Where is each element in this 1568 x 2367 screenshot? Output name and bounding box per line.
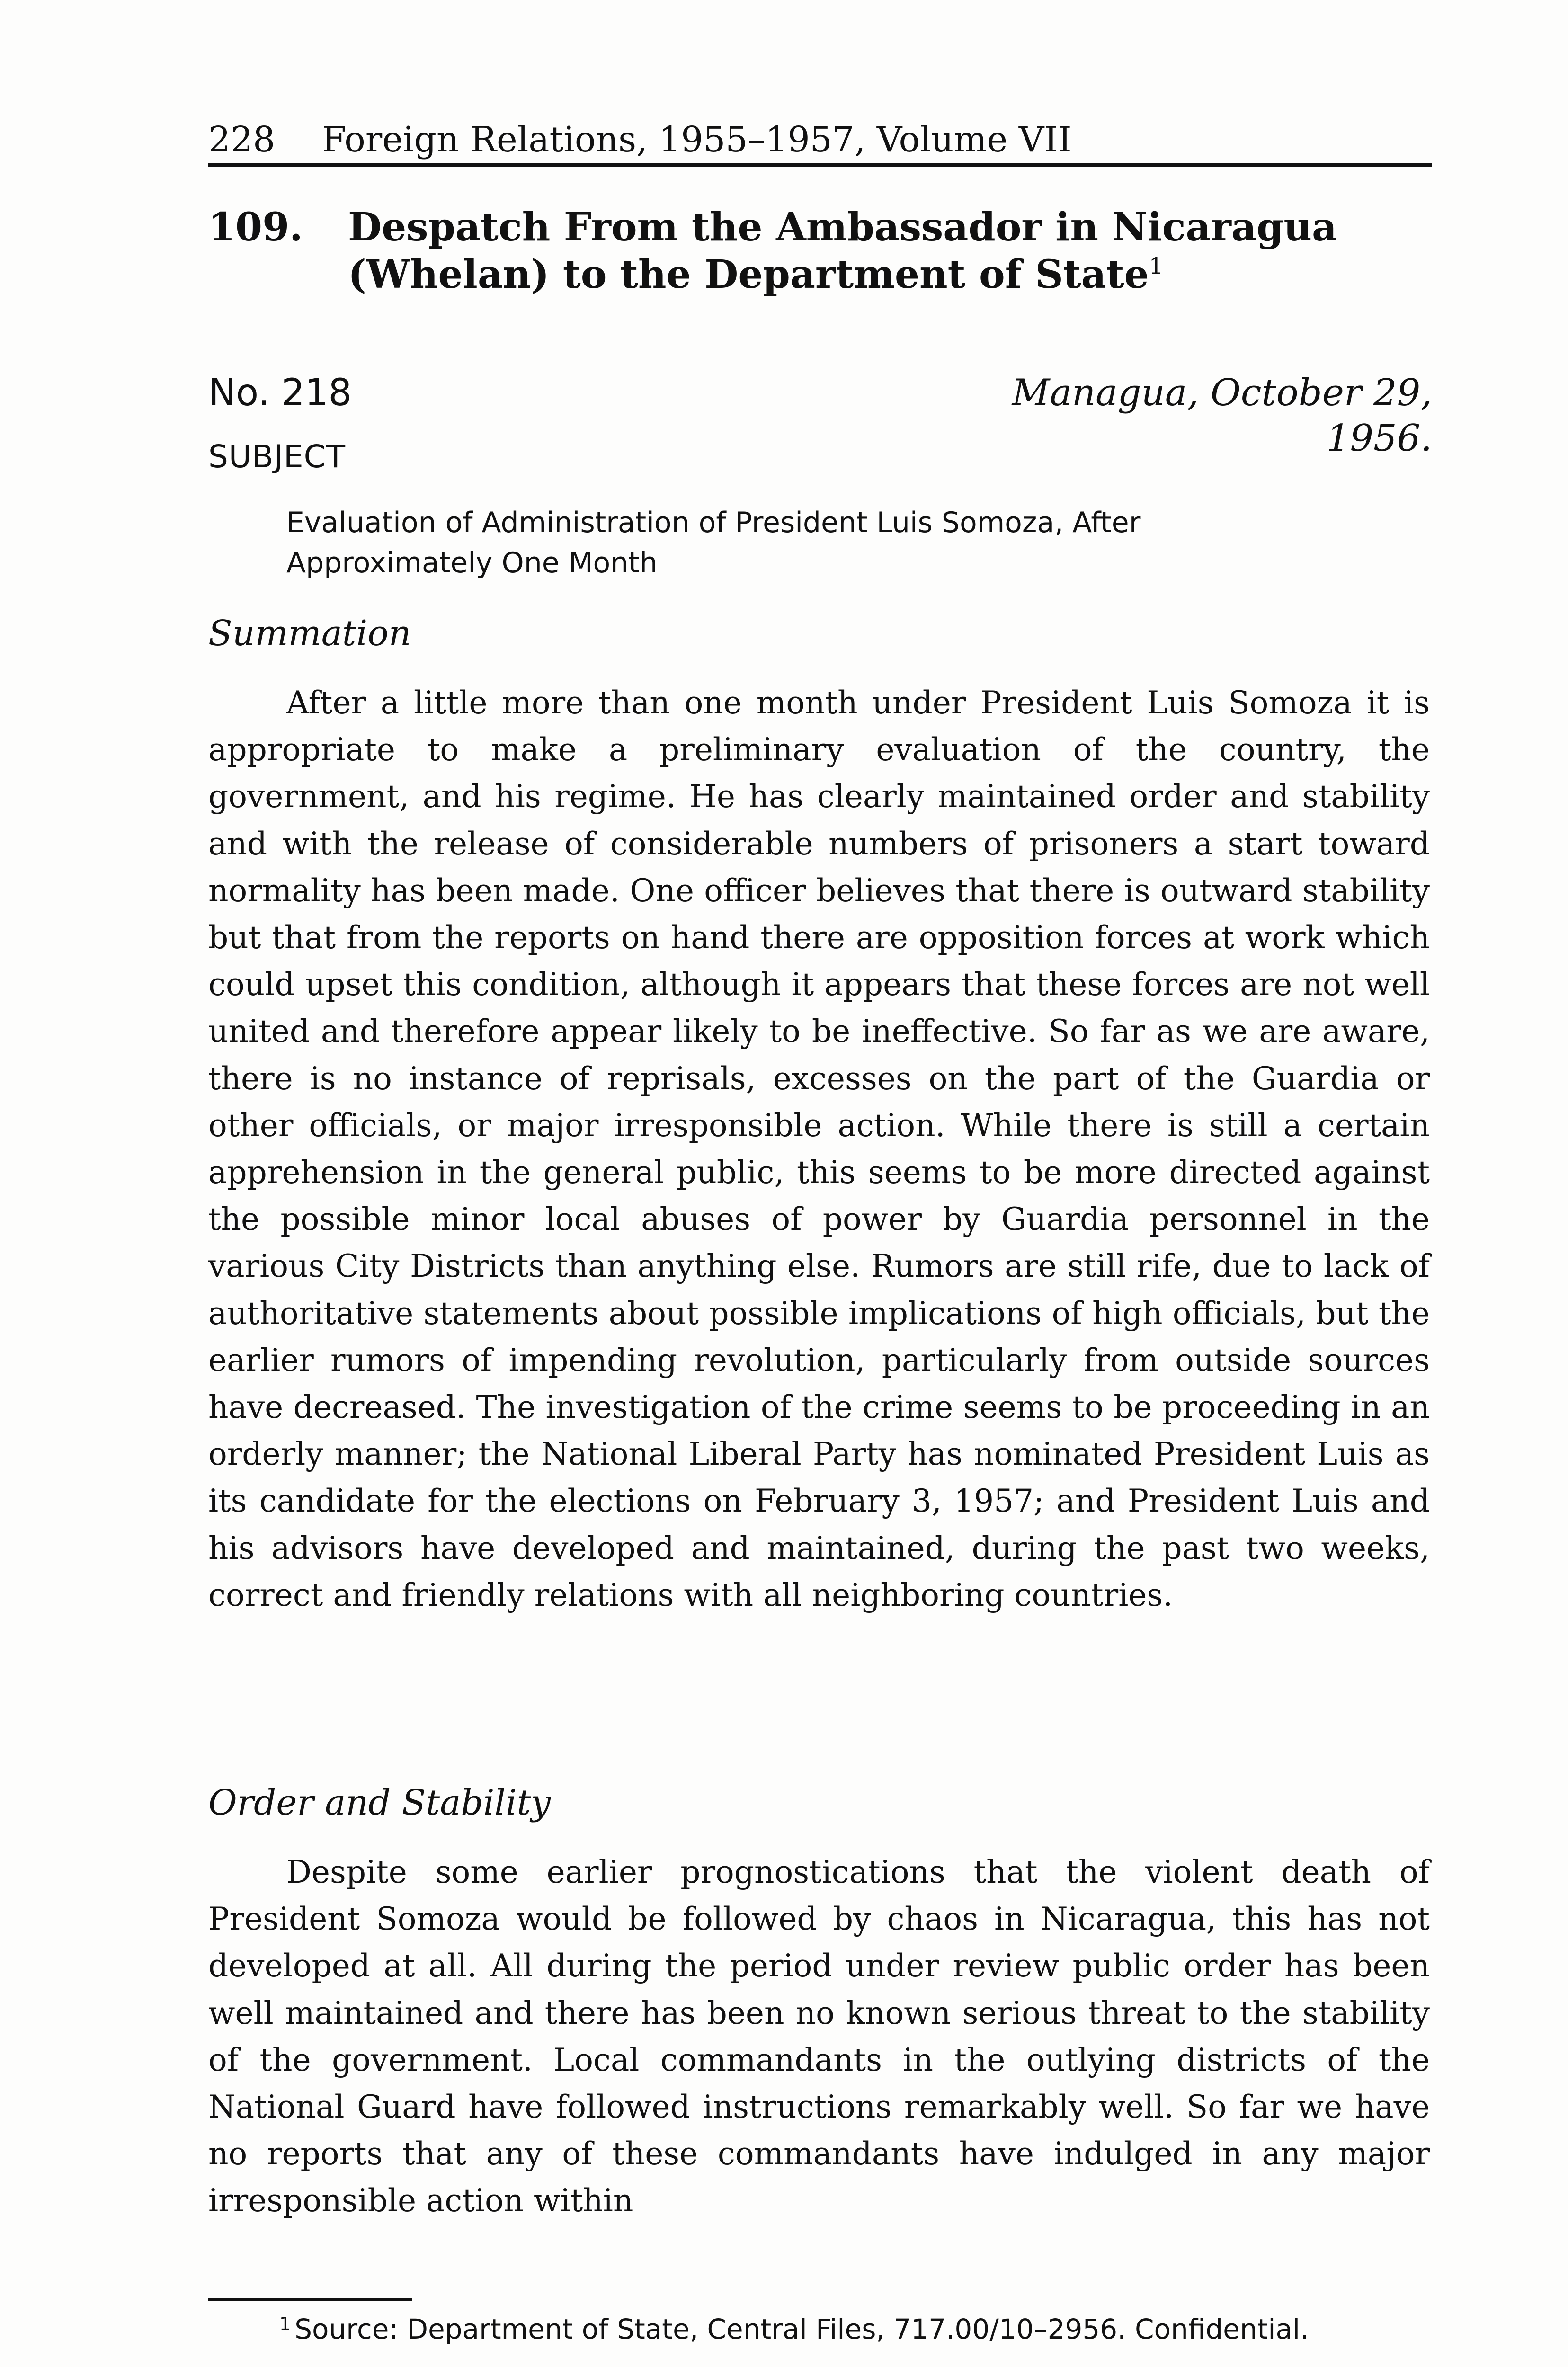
document-number: 109. [208,205,303,250]
series-title: Foreign Relations, 1955–1957, Volume VII [322,119,1072,160]
footnote-divider [208,2298,412,2301]
section-heading-order-stability: Order and Stability [208,1782,551,1823]
footnote-text: Source: Department of State, Central Files, 717.00/10–2956. Confidential. [294,2313,1309,2345]
paragraph-order-stability: Despite some earlier prognostications that the violent death of President Somoza would be followed by chaos in Nicaragua, this has not developed at all. All during the period under review public order has been well maintained and there has been no known serious threat to the stability of the government. Local commandants in the outlying districts of the National Guard have followed instructions remarkably well. So far we have no reports that any of these commandants have indulged in any major irresponsible action within [208,1854,1430,2219]
title-footnote-ref: 1 [1149,253,1164,279]
running-head [208,118,1432,167]
document-title-text: Despatch From the Ambassador in Nicaragua (Whelan) to the Department of State [348,205,1337,297]
paragraph-summation: After a little more than one month under President Luis Somoza it is appropriate to make a preliminary evaluation of the country, the government, and his regime. He has clearly maintained order and stability and with the release of considerable numbers of prisoners a start toward normality has been made. One officer believes that there is outward stability but that from the reports on hand there are opposition forces at work which could upset this condition, although it appears that these forces are not well united and therefore appear likely to be ineffective. So far as we are aware, there is no instance of reprisals, excesses on the part of the Guardia or other officials, or major irresponsible action. While there is still a certain apprehension in the general public, this seems to be more directed against the possible minor local abuses of power by Guardia personnel in the various City Districts than anything else. Rumors are still rife, due to lack of authoritative statements about possible implications of high officials, but the earlier rumors of impending revolution, particularly from outside sources have decreased. The investigation of the crime seems to be proceeding in an orderly manner; the National Liberal Party has nominated President Luis as its candidate for the elections on February 3, 1957; and President Luis and his advisors have developed and maintained, during the past two weeks, correct and friendly relations with all neighboring countries. [208,685,1430,1613]
footnote [279,2310,1425,2348]
section-heading-summation: Summation [208,613,411,654]
footnote-marker: 1 [279,2314,291,2334]
despatch-number: No. 218 [208,372,352,414]
subject-text: Evaluation of Administration of President Luis Somoza, After Approximately One Month [286,506,1141,579]
document-title [348,204,1437,298]
dateline: Managua, October 29, 1956. [1012,372,1432,460]
page-number: 228 [208,119,276,160]
subject-label: SUBJECT [208,438,346,475]
